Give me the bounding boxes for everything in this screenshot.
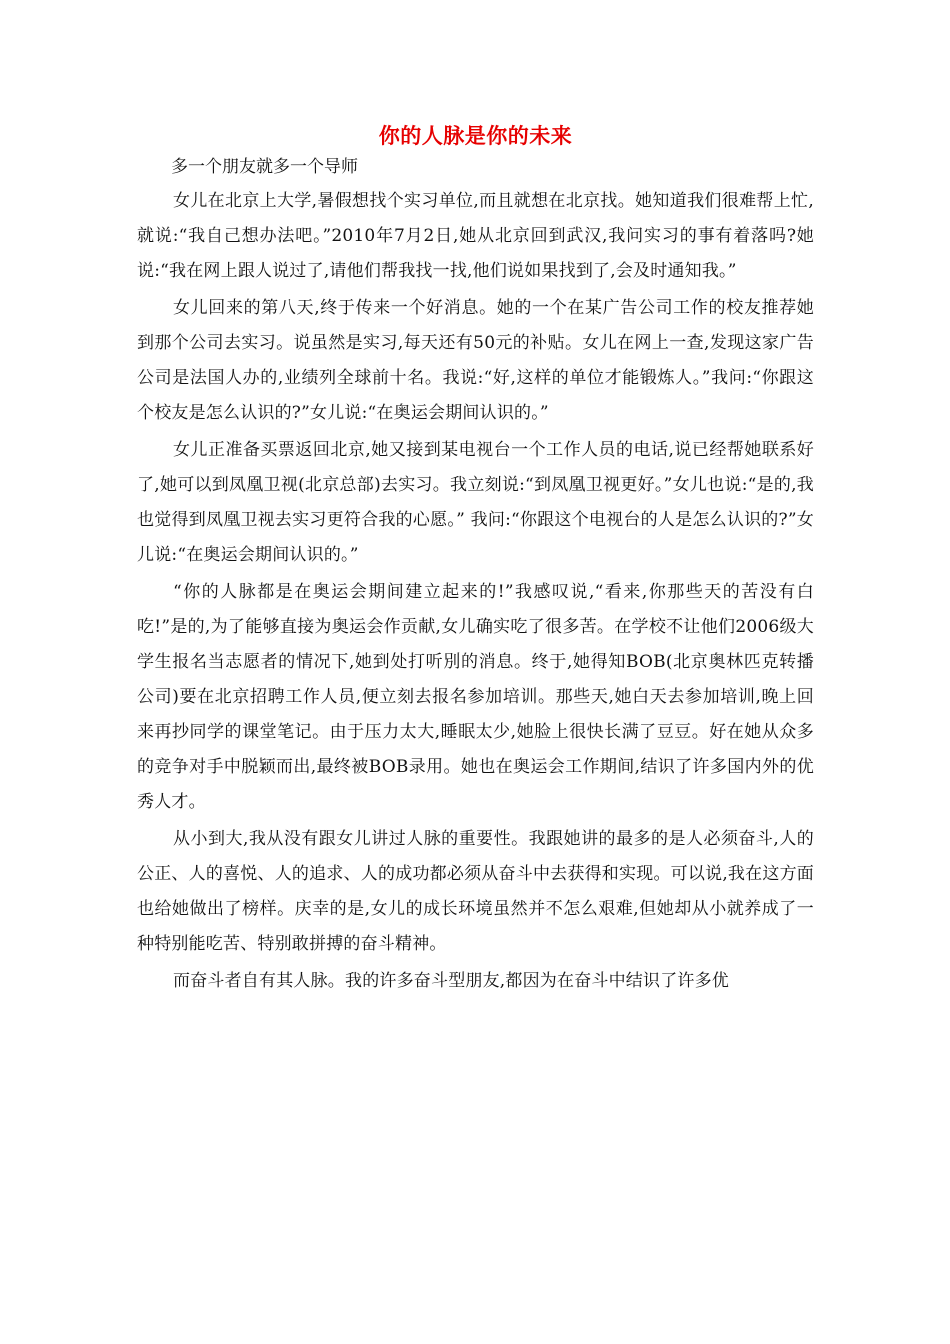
paragraph-3: 女儿正准备买票返回北京,她又接到某电视台一个工作人员的电话,说已经帮她联系好了,她可以到凤凰卫视(北京总部)去实习。我立刻说:“到凤凰卫视更好。”女儿也说:“是的,我也觉得到凤凰卫视去实习更符合我的心愿。” 我问:“你跟这个电视台的人是怎么认识的?”女儿说:“在奥运会期间认识的。”: [137, 440, 814, 565]
document-body: [137, 118, 814, 1001]
paragraph-6: 而奋斗者自有其人脉。我的许多奋斗型朋友,都因为在奋斗中结识了许多优: [173, 971, 730, 991]
document-subtitle: 多一个朋友就多一个导师: [171, 157, 358, 177]
paragraph-1: 女儿在北京上大学,暑假想找个实习单位,而且就想在北京找。她知道我们很难帮上忙,就说:“我自己想办法吧。”2010年7月2日,她从北京回到武汉,我问实习的事有着落吗?她说:“我在网上跟人说过了,请他们帮我找一找,他们说如果找到了,会及时通知我。”: [137, 191, 814, 281]
paragraph-5: 从小到大,我从没有跟女儿讲过人脉的重要性。我跟她讲的最多的是人必须奋斗,人的公正、人的喜悦、人的追求、人的成功都必须从奋斗中去获得和实现。可以说,我在这方面也给她做出了榜样。庆幸的是,女儿的成长环境虽然并不怎么艰难,但她却从小就养成了一种特别能吃苦、特别敢拼搏的奋斗精神。: [137, 829, 814, 954]
paragraph-4: “你的人脉都是在奥运会期间建立起来的!”我感叹说,“看来,你那些天的苦没有白吃!”是的,为了能够直接为奥运会作贡献,女儿确实吃了很多苦。在学校不让他们2006级大学生报名当志愿者的情况下,她到处打听別的消息。终于,她得知BOB(北京奥林匹克转播公司)要在北京招聘工作人员,便立刻去报名参加培训。那些天,她白天去参加培训,晚上回来再抄同学的课堂笔记。由于压力太大,睡眠太少,她脸上很快长满了豆豆。好在她从众多的竞争对手中脱颖而出,最终被BOB录用。她也在奥运会工作期间,结识了许多国内外的优秀人才。: [137, 582, 814, 812]
document-title: 你的人脉是你的未来: [378, 123, 573, 148]
paragraph-2: 女儿回来的第八天,终于传来一个好消息。她的一个在某广告公司工作的校友推荐她到那个公司去实习。说虽然是实习,每天还有50元的补贴。女儿在网上一查,发现这家广告公司是法国人办的,业绩列全球前十名。我说:“好,这样的单位才能锻炼人。”我问:“你跟这个校友是怎么认识的?”女儿说:“在奥运会期间认识的。”: [137, 298, 814, 423]
